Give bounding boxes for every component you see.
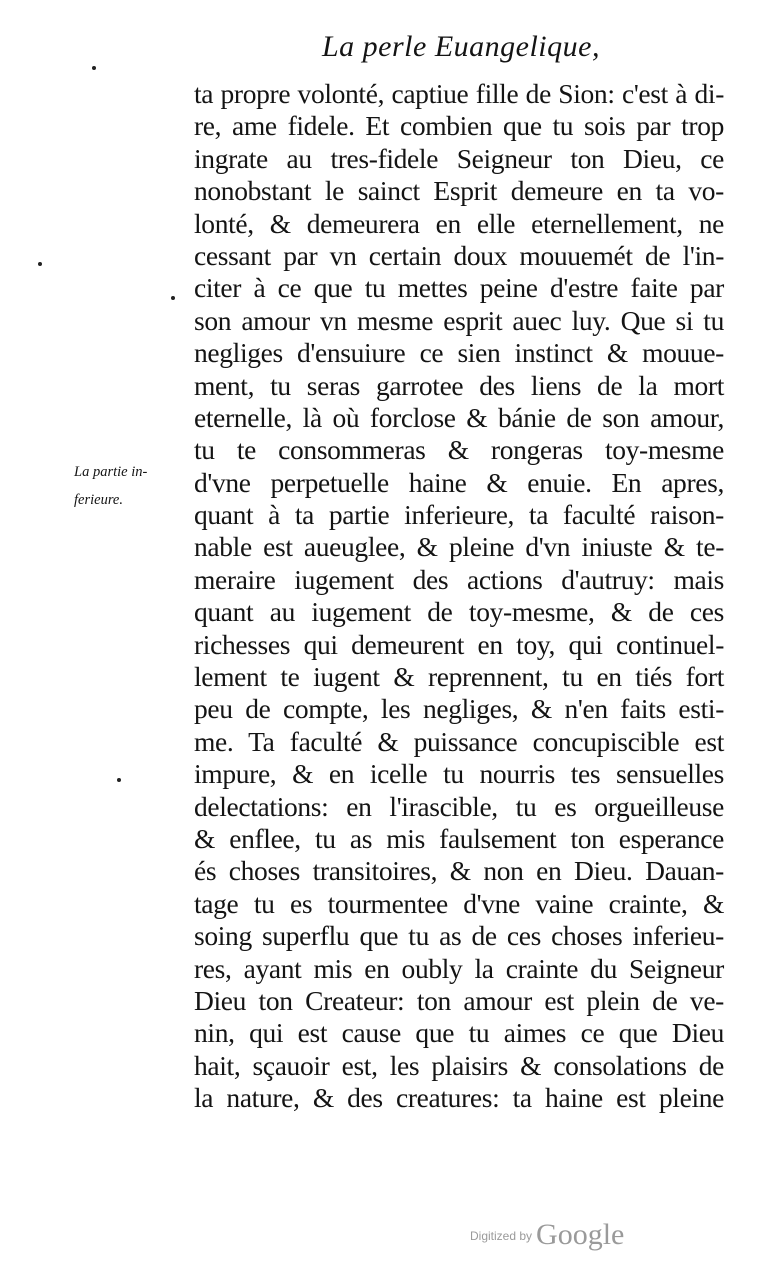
text-line: lonté, & demeurera en elle eternellement, ne (194, 207, 724, 239)
text-line: son amour vn mesme esprit auec luy. Que si tu (194, 304, 724, 336)
text-line: peu de compte, les negliges, & n'en faits esti- (194, 693, 724, 725)
ink-speck (38, 262, 42, 266)
text-line: meraire iugement des actions d'autruy: mais (194, 563, 724, 595)
text-line: nable est aueuglee, & pleine d'vn iniuste & te- (194, 531, 724, 563)
text-line: soing superflu que tu as de ces choses inferieu- (194, 920, 724, 952)
text-line: ingrate au tres-fidele Seigneur ton Dieu, ce (194, 142, 724, 174)
text-line: tage tu es tourmentee d'vne vaine crainte, & (194, 887, 724, 919)
text-line: és choses transitoires, & non en Dieu. Dauan- (194, 855, 724, 887)
text-line: negliges d'ensuiure ce sien instinct & mouue- (194, 337, 724, 369)
text-line: Dieu ton Createur: ton amour est plein de ve- (194, 984, 724, 1016)
ink-speck (117, 778, 121, 782)
text-line: hait, sçauoir est, les plaisirs & consolations de (194, 1049, 724, 1081)
text-line: nonobstant le sainct Esprit demeure en ta vo- (194, 175, 724, 207)
digitized-by-label: Digitized by (470, 1229, 533, 1243)
text-line: quant à ta partie inferieure, ta faculté raison- (194, 499, 724, 531)
text-line: tu te consommeras & rongeras toy-mesme (194, 434, 724, 466)
margin-note-line: ferieure. (74, 492, 123, 508)
text-line: ment, tu seras garrotee des liens de la mort (194, 369, 724, 401)
text-line: delectations: en l'irascible, tu es orgueilleuse (194, 790, 724, 822)
body-text (194, 78, 724, 1115)
text-line: impure, & en icelle tu nourris tes sensuelles (194, 758, 724, 790)
text-line: nin, qui est cause que tu aimes ce que Dieu (194, 1017, 724, 1049)
text-line: citer à ce que tu mettes peine d'estre faite par (194, 272, 724, 304)
text-line: res, ayant mis en oubly la crainte du Seigneur (194, 952, 724, 984)
google-logo-text: Google (536, 1218, 625, 1251)
ink-speck (92, 66, 96, 70)
ink-speck (171, 296, 175, 300)
text-line: richesses qui demeurent en toy, qui continuel- (194, 628, 724, 660)
digitized-by-google-watermark (470, 1218, 624, 1252)
text-line: cessant par vn certain doux mouuemét de l'in- (194, 239, 724, 271)
text-line: me. Ta faculté & puissance concupiscible est (194, 725, 724, 757)
text-line: ta propre volonté, captiue fille de Sion: c'est à di- (194, 78, 724, 109)
text-line: quant au iugement de toy-mesme, & de ces (194, 596, 724, 628)
text-line: eternelle, là où forclose & bánie de son amour, (194, 401, 724, 433)
text-line: d'vne perpetuelle haine & enuie. En apres, (194, 466, 724, 498)
running-head: La perle Euangelique, (322, 30, 600, 63)
margin-note (74, 458, 186, 514)
text-line: re, ame fidele. Et combien que tu sois par trop (194, 110, 724, 142)
margin-note-line: La partie in- (74, 464, 148, 480)
text-line: & enflee, tu as mis faulsement ton esperance (194, 822, 724, 854)
text-line: lement te iugent & reprennent, tu en tiés fort (194, 661, 724, 693)
text-line: la nature, & des creatures: ta haine est pleine (194, 1082, 724, 1114)
